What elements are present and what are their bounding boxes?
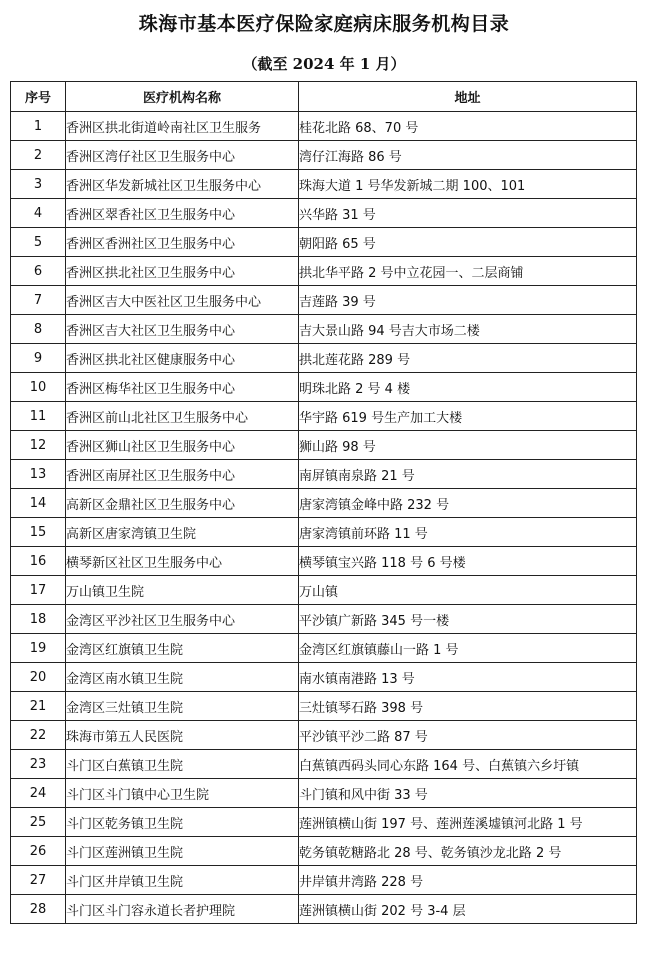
table-row xyxy=(11,634,637,663)
address-cell: 湾仔江海路 86 号 xyxy=(299,141,637,170)
table-row xyxy=(11,750,637,779)
serial-number-cell: 1 xyxy=(11,112,66,141)
institution-name-cell: 香洲区梅华社区卫生服务中心 xyxy=(66,373,299,402)
institution-name-cell: 香洲区狮山社区卫生服务中心 xyxy=(66,431,299,460)
serial-number-cell: 20 xyxy=(11,663,66,692)
institution-name-cell: 斗门区乾务镇卫生院 xyxy=(66,808,299,837)
table-row xyxy=(11,199,637,228)
address-cell: 乾务镇乾糖路北 28 号、乾务镇沙龙北路 2 号 xyxy=(299,837,637,866)
table-header-row xyxy=(11,82,637,112)
institution-name-cell: 金湾区平沙社区卫生服务中心 xyxy=(66,605,299,634)
institution-name-cell: 香洲区拱北街道岭南社区卫生服务 xyxy=(66,112,299,141)
table-row xyxy=(11,721,637,750)
address-cell: 莲洲镇横山街 202 号 3-4 层 xyxy=(299,895,637,924)
institution-name-cell: 金湾区南水镇卫生院 xyxy=(66,663,299,692)
address-cell: 兴华路 31 号 xyxy=(299,199,637,228)
serial-number-cell: 12 xyxy=(11,431,66,460)
table-row xyxy=(11,895,637,924)
serial-number-cell: 9 xyxy=(11,344,66,373)
table-row xyxy=(11,547,637,576)
address-cell: 平沙镇平沙二路 87 号 xyxy=(299,721,637,750)
address-cell: 华宇路 619 号生产加工大楼 xyxy=(299,402,637,431)
address-cell: 吉大景山路 94 号吉大市场二楼 xyxy=(299,315,637,344)
address-cell: 三灶镇琴石路 398 号 xyxy=(299,692,637,721)
institution-name-cell: 珠海市第五人民医院 xyxy=(66,721,299,750)
address-cell: 南屏镇南泉路 21 号 xyxy=(299,460,637,489)
header-serial-number: 序号 xyxy=(11,82,66,112)
institution-table xyxy=(10,81,637,924)
institution-name-cell: 香洲区吉大中医社区卫生服务中心 xyxy=(66,286,299,315)
serial-number-cell: 3 xyxy=(11,170,66,199)
address-cell: 明珠北路 2 号 4 楼 xyxy=(299,373,637,402)
institution-name-cell: 金湾区红旗镇卫生院 xyxy=(66,634,299,663)
serial-number-cell: 21 xyxy=(11,692,66,721)
table-row xyxy=(11,576,637,605)
institution-name-cell: 高新区唐家湾镇卫生院 xyxy=(66,518,299,547)
serial-number-cell: 28 xyxy=(11,895,66,924)
address-cell: 桂花北路 68、70 号 xyxy=(299,112,637,141)
serial-number-cell: 11 xyxy=(11,402,66,431)
serial-number-cell: 2 xyxy=(11,141,66,170)
institution-name-cell: 香洲区华发新城社区卫生服务中心 xyxy=(66,170,299,199)
table-row xyxy=(11,460,637,489)
address-cell: 唐家湾镇前环路 11 号 xyxy=(299,518,637,547)
institution-name-cell: 香洲区拱北社区卫生服务中心 xyxy=(66,257,299,286)
table-row xyxy=(11,808,637,837)
address-cell: 南水镇南港路 13 号 xyxy=(299,663,637,692)
header-address: 地址 xyxy=(299,82,637,112)
table-row xyxy=(11,779,637,808)
table-row xyxy=(11,663,637,692)
table-row xyxy=(11,170,637,199)
table-row xyxy=(11,141,637,170)
serial-number-cell: 6 xyxy=(11,257,66,286)
address-cell: 唐家湾镇金峰中路 232 号 xyxy=(299,489,637,518)
table-row xyxy=(11,402,637,431)
serial-number-cell: 19 xyxy=(11,634,66,663)
address-cell: 斗门镇和风中街 33 号 xyxy=(299,779,637,808)
serial-number-cell: 5 xyxy=(11,228,66,257)
address-cell: 平沙镇广新路 345 号一楼 xyxy=(299,605,637,634)
table-row xyxy=(11,286,637,315)
institution-name-cell: 香洲区翠香社区卫生服务中心 xyxy=(66,199,299,228)
document-title: 珠海市基本医疗保险家庭病床服务机构目录 xyxy=(138,13,510,35)
institution-name-cell: 斗门区莲洲镇卫生院 xyxy=(66,837,299,866)
institution-name-cell: 香洲区湾仔社区卫生服务中心 xyxy=(66,141,299,170)
table-body xyxy=(11,112,637,924)
address-cell: 横琴镇宝兴路 118 号 6 号楼 xyxy=(299,547,637,576)
table-row xyxy=(11,692,637,721)
table-row xyxy=(11,518,637,547)
table-row xyxy=(11,257,637,286)
institution-name-cell: 万山镇卫生院 xyxy=(66,576,299,605)
institution-name-cell: 横琴新区社区卫生服务中心 xyxy=(66,547,299,576)
address-cell: 金湾区红旗镇藤山一路 1 号 xyxy=(299,634,637,663)
serial-number-cell: 18 xyxy=(11,605,66,634)
table-row xyxy=(11,431,637,460)
institution-name-cell: 斗门区白蕉镇卫生院 xyxy=(66,750,299,779)
table-row xyxy=(11,228,637,257)
table-row xyxy=(11,866,637,895)
serial-number-cell: 16 xyxy=(11,547,66,576)
serial-number-cell: 22 xyxy=(11,721,66,750)
address-cell: 万山镇 xyxy=(299,576,637,605)
table-row xyxy=(11,605,637,634)
address-cell: 珠海大道 1 号华发新城二期 100、101 xyxy=(299,170,637,199)
serial-number-cell: 15 xyxy=(11,518,66,547)
address-cell: 井岸镇井湾路 228 号 xyxy=(299,866,637,895)
serial-number-cell: 26 xyxy=(11,837,66,866)
table-row xyxy=(11,315,637,344)
institution-name-cell: 香洲区拱北社区健康服务中心 xyxy=(66,344,299,373)
table-row xyxy=(11,344,637,373)
serial-number-cell: 23 xyxy=(11,750,66,779)
institution-name-cell: 高新区金鼎社区卫生服务中心 xyxy=(66,489,299,518)
serial-number-cell: 4 xyxy=(11,199,66,228)
institution-name-cell: 斗门区井岸镇卫生院 xyxy=(66,866,299,895)
address-cell: 朝阳路 65 号 xyxy=(299,228,637,257)
table-row xyxy=(11,112,637,141)
table-row xyxy=(11,373,637,402)
serial-number-cell: 27 xyxy=(11,866,66,895)
table-row xyxy=(11,489,637,518)
serial-number-cell: 17 xyxy=(11,576,66,605)
institution-name-cell: 斗门区斗门容永道长者护理院 xyxy=(66,895,299,924)
serial-number-cell: 8 xyxy=(11,315,66,344)
serial-number-cell: 25 xyxy=(11,808,66,837)
table-row xyxy=(11,837,637,866)
serial-number-cell: 14 xyxy=(11,489,66,518)
header-institution-name: 医疗机构名称 xyxy=(66,82,299,112)
address-cell: 狮山路 98 号 xyxy=(299,431,637,460)
serial-number-cell: 10 xyxy=(11,373,66,402)
document-subtitle: （截至 2024 年 1 月） xyxy=(242,55,406,73)
institution-name-cell: 香洲区南屏社区卫生服务中心 xyxy=(66,460,299,489)
institution-name-cell: 香洲区香洲社区卫生服务中心 xyxy=(66,228,299,257)
institution-name-cell: 香洲区前山北社区卫生服务中心 xyxy=(66,402,299,431)
address-cell: 莲洲镇横山街 197 号、莲洲莲溪墟镇河北路 1 号 xyxy=(299,808,637,837)
serial-number-cell: 7 xyxy=(11,286,66,315)
address-cell: 拱北莲花路 289 号 xyxy=(299,344,637,373)
institution-name-cell: 香洲区吉大社区卫生服务中心 xyxy=(66,315,299,344)
address-cell: 吉莲路 39 号 xyxy=(299,286,637,315)
address-cell: 白蕉镇西码头同心东路 164 号、白蕉镇六乡圩镇 xyxy=(299,750,637,779)
institution-name-cell: 金湾区三灶镇卫生院 xyxy=(66,692,299,721)
serial-number-cell: 24 xyxy=(11,779,66,808)
institution-name-cell: 斗门区斗门镇中心卫生院 xyxy=(66,779,299,808)
serial-number-cell: 13 xyxy=(11,460,66,489)
address-cell: 拱北华平路 2 号中立花园一、二层商铺 xyxy=(299,257,637,286)
